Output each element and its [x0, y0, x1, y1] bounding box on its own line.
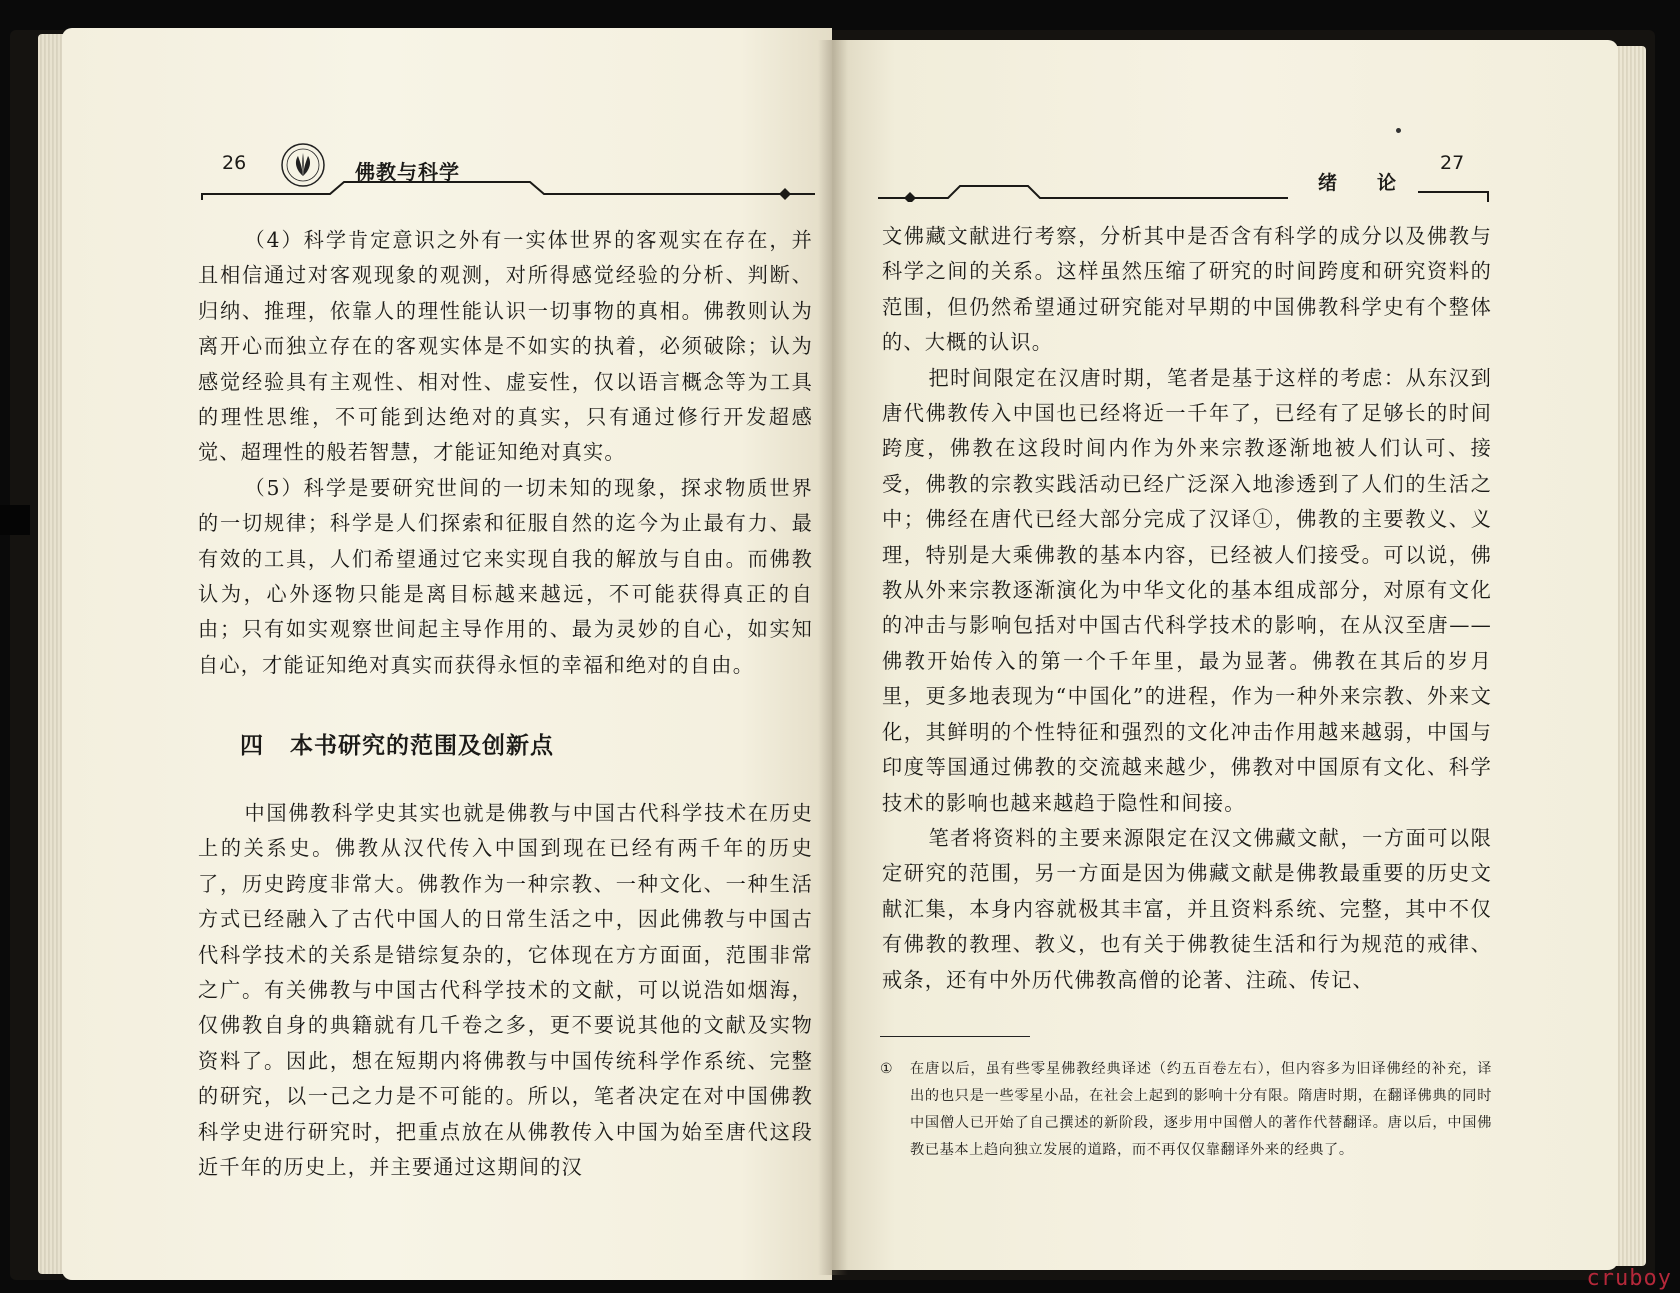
header-rule: [878, 178, 1490, 202]
right-page-number: 27: [1440, 152, 1465, 174]
right-page-edges: [1616, 46, 1646, 1266]
paragraph: （4）科学肯定意识之外有一实体世界的客观实在存在，并且相信通过对客观现象的观测，对所得感觉经验的分析、判断、归纳、推理，依靠人的理性能认识一切事物的真相。佛教则认为离开心而独立存在的客观实体是不如实的执着，必须破除；认为感觉经验具有主观性、相对性、虚妄性，仅以语言概念等为工具的理性思维，不可能到达绝对的真实，只有通过修行开发超感觉、超理性的般若智慧，才能证知绝对真实。: [198, 228, 813, 465]
section-title: 本书研究的范围及创新点: [290, 733, 554, 759]
footnote-rule: [880, 1036, 1030, 1037]
paragraph: 笔者将资料的主要来源限定在汉文佛藏文献，一方面可以限定研究的范围，另一方面是因为佛藏文献是佛教最重要的历史文献汇集，本身内容就极其丰富，并且资料系统、完整，其中不仅有佛教的教理、教义，也有关于佛教徒生活和行为规范的戒律、戒条，还有中外历代佛教高僧的论著、注疏、传记、: [882, 825, 1492, 992]
running-chapter-title: 绪论: [1318, 172, 1437, 194]
edge-marker: [0, 505, 30, 535]
paragraph: （5）科学是要研究世间的一切未知的现象，探求物质世界的一切规律；科学是人们探索和征服自然的迄今为止最有力、最有效的工具，人们希望通过它来实现自我的解放与自由。而佛教认为，心外逐物只能是离目标越来越远，不可能获得真正的自由；只有如实观察世间起主导作用的、最为灵妙的自心，如实知自心，才能证知绝对真实而获得永恒的幸福和绝对的自由。: [198, 475, 813, 677]
paragraph: 中国佛教科学史其实也就是佛教与中国古代科学技术在历史上的关系史。佛教从汉代传入中国到现在已经有两千年的历史了，历史跨度非常大。佛教作为一种宗教、一种文化、一种生活方式已经融入了古代中国人的日常生活之中，因此佛教与中国古代科学技术的关系是错综复杂的，它体现在方方面面，范围非常之广。有关佛教与中国古代科学技术的文献，可以说浩如烟海，仅佛教自身的典籍就有几千卷之多，更不要说其他的文献及实物资料了。因此，想在短期内将佛教与中国传统科学作系统、完整的研究，以一己之力是不可能的。所以，笔者决定在对中国佛教科学史进行研究时，把重点放在从佛教传入中国为始至唐代这段近千年的历史上，并主要通过这期间的汉: [198, 801, 813, 1180]
footnote-mark: ①: [880, 1061, 894, 1077]
running-book-title: 佛教与科学: [355, 160, 460, 184]
paragraph: 把时间限定在汉唐时期，笔者是基于这样的考虑：从东汉到唐代佛教传入中国也已经将近一千年了，已经有了足够长的时间跨度，佛教在这段时间内作为外来宗教逐渐地被人们认可、接受，佛教的宗教实践活动已经广泛深入地渗透到了人们的生活之中；佛经在唐代已经大部分完成了汉译①，佛教的主要教义、义理，特别是大乘佛教的基本内容，已经被人们接受。可以说，佛教从外来宗教逐渐演化为中华文化的基本组成部分，对原有文化的冲击与影响包括对中国古代科学技术的影响，在从汉至唐——佛教开始传入的第一个千年里，最为显著。佛教在其后的岁月里，更多地表现为“中国化”的进程，作为一种外来宗教、外来文化，其鲜明的个性特征和强烈的文化冲击作用越来越弱，中国与印度等国通过佛教的交流越来越少，佛教对中国原有文化、科学技术的影响也越来越趋于隐性和间接。: [882, 365, 1492, 815]
right-page-header: [878, 148, 1490, 208]
right-body-text: [882, 219, 1492, 998]
watermark: cruboy: [1586, 1266, 1672, 1291]
section-heading: [240, 727, 554, 760]
footnote-text: 在唐以后，虽有些零星佛教经典译述（约五百卷左右），但内容多为旧译佛经的补充，译出的也只是一些零星小品，在社会上起到的影响十分有限。隋唐时期，在翻译佛典的同时中国僧人已开始了自己撰述的新阶段，逐步用中国僧人的著作代替翻译。唐以后，中国佛教已基本上趋向独立发展的道路，而不再仅仅靠翻译外来的经典了。: [910, 1061, 1492, 1158]
left-page-number: 26: [222, 152, 247, 174]
left-top-text: [198, 223, 813, 683]
speck: [1396, 128, 1401, 133]
section-number: 四: [240, 733, 264, 759]
paragraph: 文佛藏文献进行考察，分析其中是否含有科学的成分以及佛教与科学之间的关系。这样虽然压缩了研究的时间跨度和研究资料的范围，但仍然希望通过研究能对早期的中国佛教科学史有个整体的、大概的认识。: [882, 224, 1492, 355]
book-gutter: [818, 40, 848, 1275]
left-bottom-text: [198, 796, 813, 1185]
header-rule: [200, 178, 815, 202]
footnote: [880, 1056, 1492, 1164]
left-page-header: [200, 148, 815, 200]
